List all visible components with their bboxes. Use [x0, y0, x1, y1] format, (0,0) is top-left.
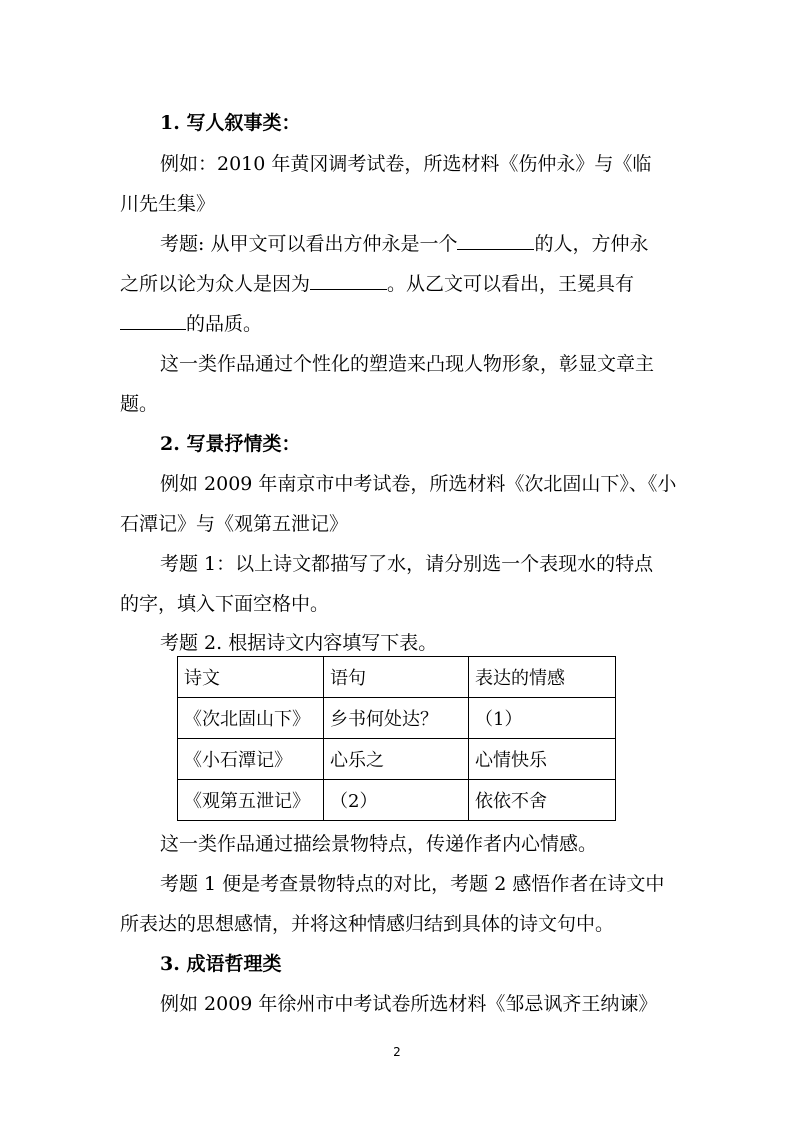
section-2-analysis-line-2: 所表达的思想感情，并将这种情感归结到具体的诗文句中。 [120, 913, 615, 935]
table-row [178, 739, 616, 780]
table-cell: 心情快乐 [469, 739, 616, 780]
table-header-cell: 语句 [324, 657, 469, 698]
table-cell: 《小石潭记》 [178, 739, 324, 780]
table-cell: 心乐之 [324, 739, 469, 780]
table-cell: 《观第五泄记》 [178, 780, 324, 821]
table-header-cell: 诗文 [178, 657, 324, 698]
section-2-question-1-line-2: 的字，填入下面空格中。 [120, 593, 330, 615]
section-1-question-line-1 [160, 231, 648, 257]
table-cell: （1） [469, 698, 616, 739]
section-1-question-line-2 [120, 271, 634, 297]
section-2-analysis-line-1: 考题 1 便是考查景物特点的对比，考题 2 感悟作者在诗文中 [160, 873, 665, 895]
question-text: 考题: 从甲文可以看出方仲永是一个 [160, 233, 458, 255]
section-1-heading: 1. 写人叙事类： [160, 112, 301, 134]
section-3-example: 例如 2009 年徐州市中考试卷所选材料《邹忌讽齐王纳谏》 [160, 993, 658, 1015]
section-1-example-line-2: 川先生集》 [120, 193, 216, 215]
section-2-question-2: 考题 2. 根据诗文内容填写下表。 [160, 632, 438, 654]
table-cell: （2） [324, 780, 469, 821]
table-row [178, 780, 616, 821]
answer-blank [120, 311, 186, 330]
table-cell: 《次北固山下》 [178, 698, 324, 739]
section-1-example-line-1: 例如：2010 年黄冈调考试卷，所选材料《伤仲永》与《临 [160, 153, 652, 175]
answer-blank [457, 231, 534, 250]
section-1-summary-line-1: 这一类作品通过个性化的塑造来凸现人物形象，彰显文章主 [160, 353, 655, 375]
answer-blank [310, 271, 387, 290]
section-2-summary: 这一类作品通过描绘景物特点，传递作者内心情感。 [160, 833, 598, 855]
question-text: 之所以论为众人是因为 [120, 273, 311, 295]
table-cell: 依依不舍 [469, 780, 616, 821]
question-text: 。从乙文可以看出，王冕具有 [387, 273, 635, 295]
section-2-question-1-line-1: 考题 1：以上诗文都描写了水，请分别选一个表现水的特点 [160, 553, 654, 575]
table-header-row [178, 657, 616, 698]
section-1-summary-line-2: 题。 [120, 393, 159, 415]
section-1-question-line-3 [120, 311, 262, 337]
table-cell: 乡书何处达？ [324, 698, 469, 739]
section-2-example-line-2: 石潭记》与《观第五泄记》 [120, 513, 349, 535]
poem-table [177, 656, 616, 821]
question-text: 的人，方仲永 [534, 233, 649, 255]
table-row [178, 698, 616, 739]
section-2-heading: 2. 写景抒情类： [160, 433, 301, 455]
section-2-example-line-1: 例如 2009 年南京市中考试卷，所选材料《次北固山下》、《小 [160, 473, 677, 495]
section-3-heading: 3. 成语哲理类 [160, 953, 282, 975]
page-number: 2 [393, 1045, 401, 1059]
table-header-cell: 表达的情感 [469, 657, 616, 698]
question-text: 的品质。 [186, 313, 263, 335]
